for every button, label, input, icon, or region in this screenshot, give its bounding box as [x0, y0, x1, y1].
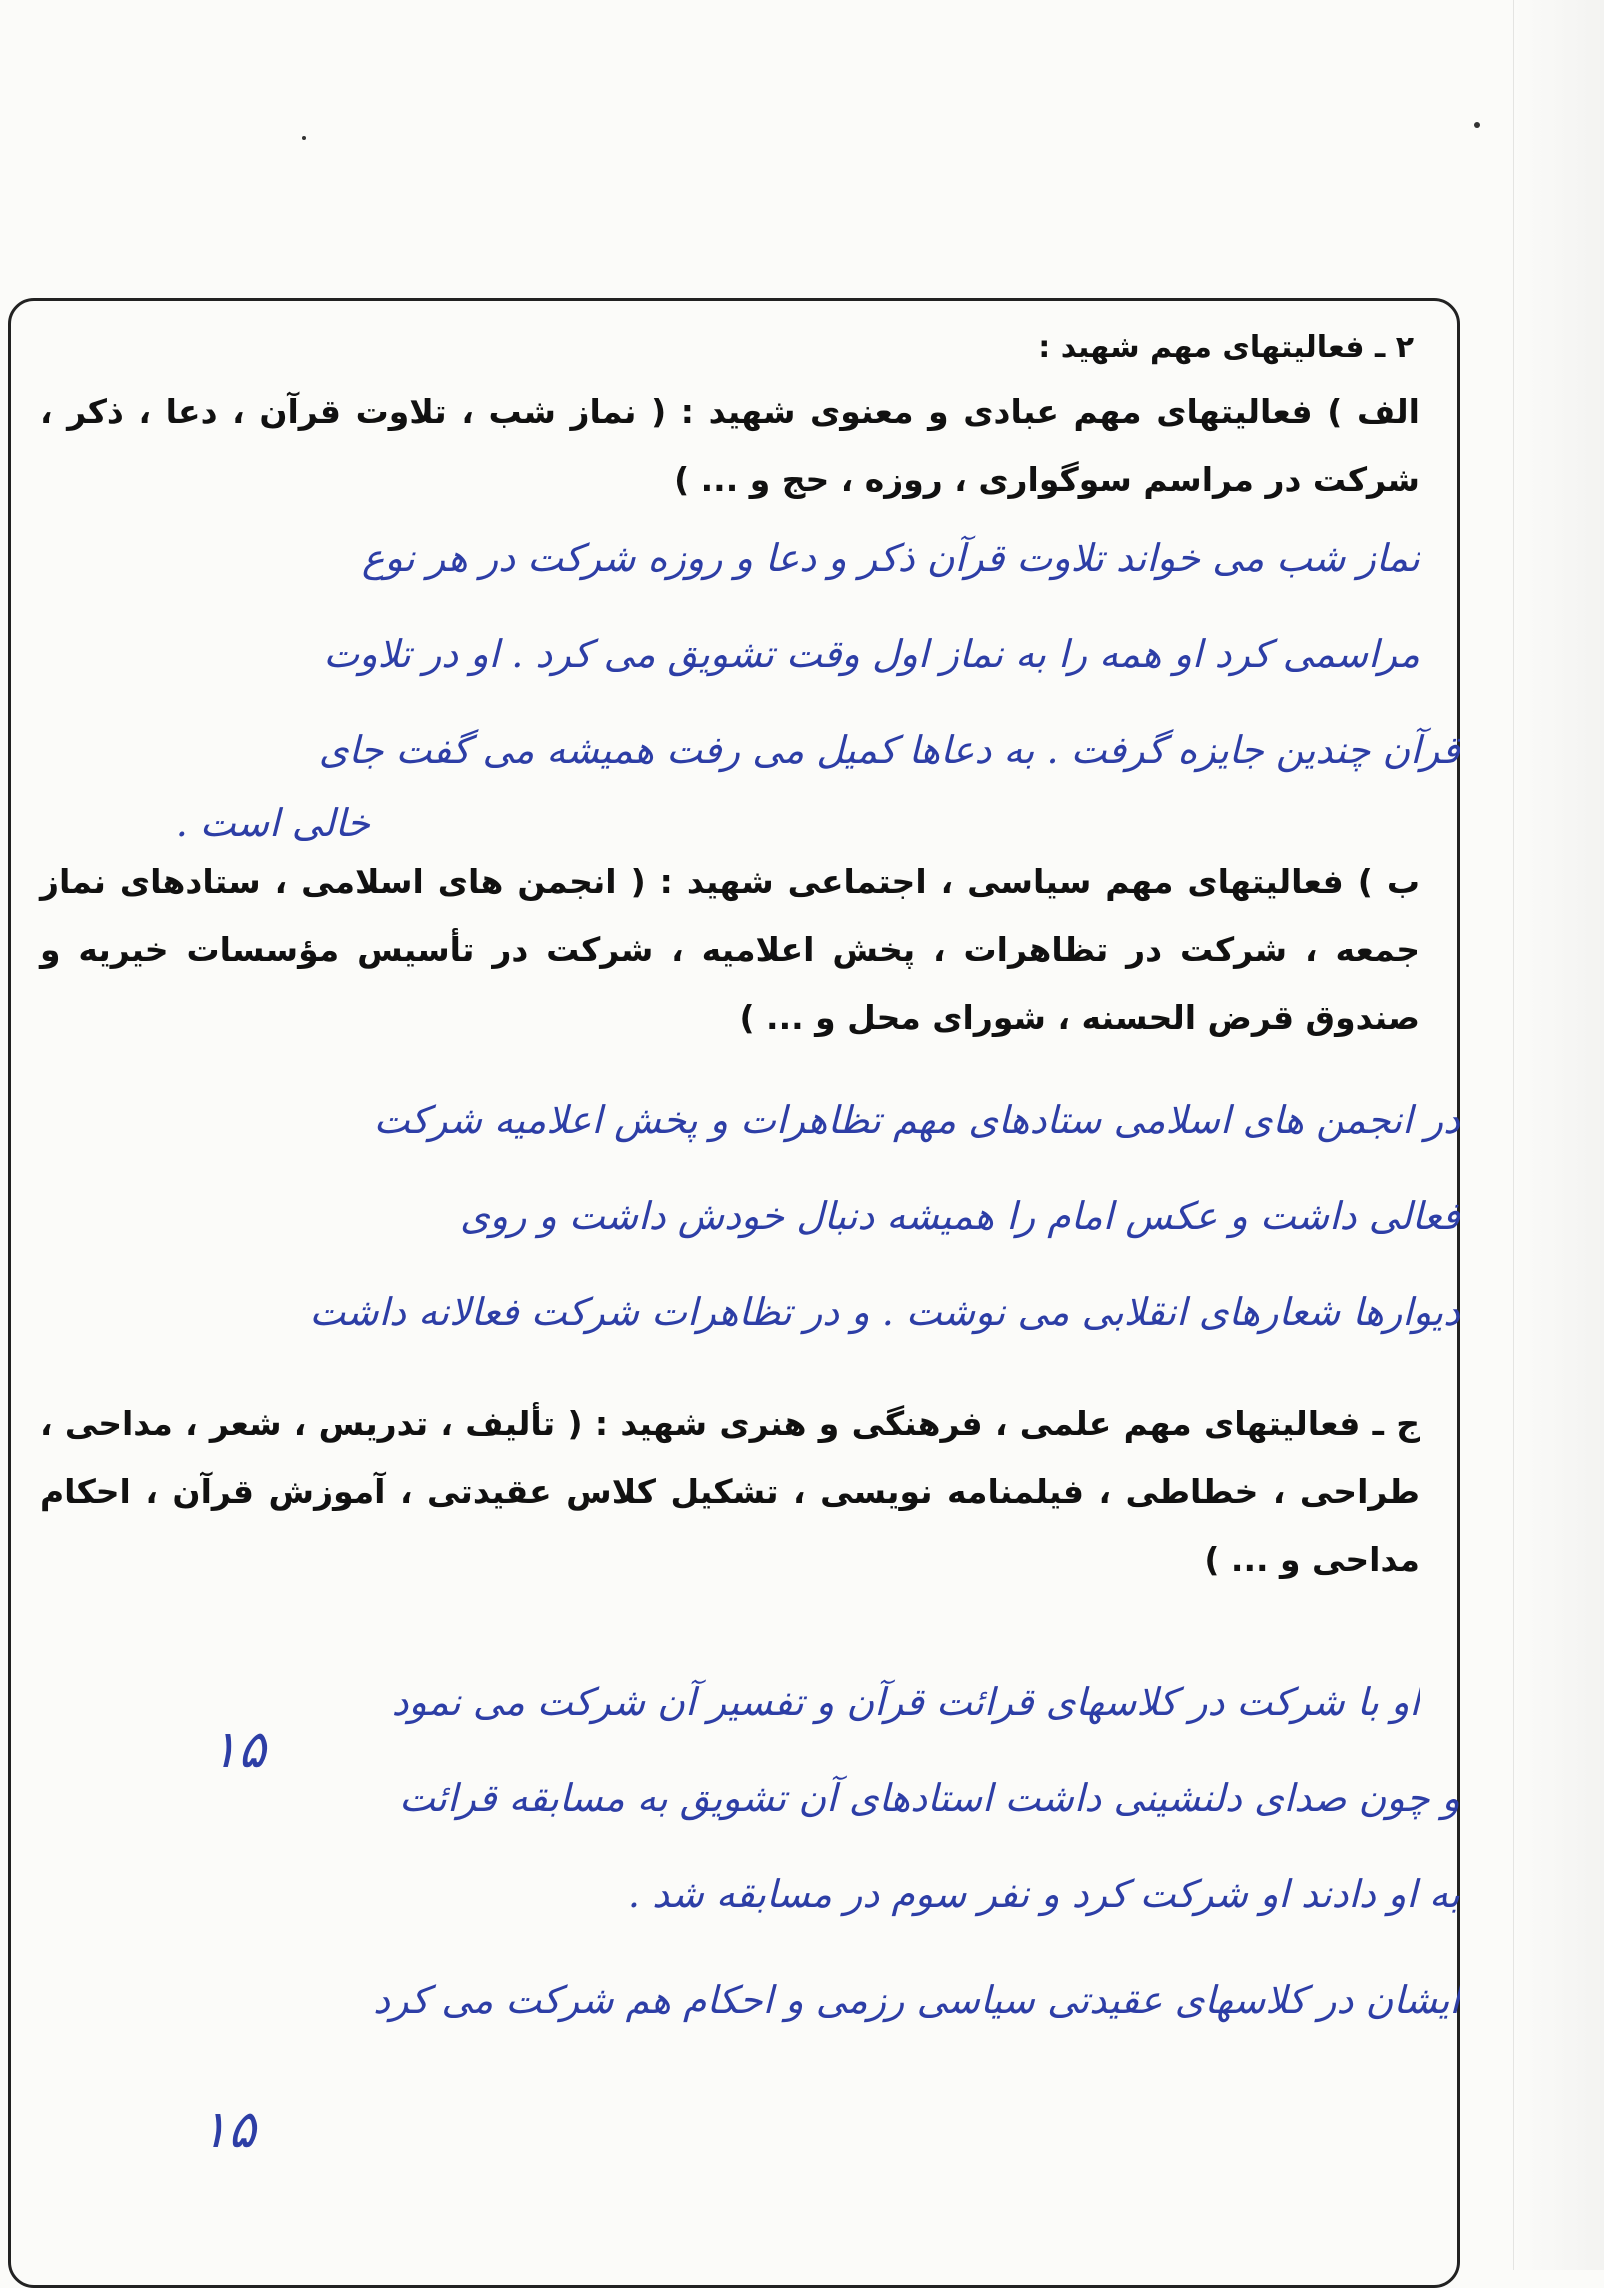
part-a-answer-line: قرآن چندین جایزه گرفت . به دعاها کمیل می رفت همیشه می گفت جای — [318, 728, 1460, 772]
scan-speck — [1474, 122, 1480, 128]
part-c-answer-line: او با شرکت در کلاسهای قرائت قرآن و تفسیر آن شرکت می نمود — [391, 1680, 1420, 1724]
part-a-question: الف ) فعالیتهای مهم عبادی و معنوی شهید : ( نماز شب ، تلاوت قرآن ، دعا ، ذکر ، شرکت در مراسم سوگواری ، روزه ، حج و ... ) — [40, 392, 1420, 499]
part-c-question: ج ـ فعالیتهای مهم علمی ، فرهنگی و هنری شهید : ( تألیف ، تدریس ، شعر ، مداحی ، طراحی ، خطاطی ، فیلمنامه نویسی ، تشکیل کلاس عقیدتی ، آموزش قرآن ، احکام مداحی و ... ) — [40, 1404, 1420, 1579]
part-c-answer-line: ایشان در کلاسهای عقیدتی سیاسی رزمی و احکام هم شرکت می کرد — [373, 1978, 1460, 2022]
form-content — [40, 318, 1460, 2048]
part-b-answer-line: در انجمن های اسلامی ستادهای مهم تظاهرات و پخش اعلامیه شرکت — [373, 1098, 1460, 1142]
margin-score: ۱۵ — [200, 2100, 256, 2160]
scan-speck — [302, 136, 306, 140]
part-c-answer-line: به او دادند او شرکت کرد و نفر سوم در مسابقه شد . — [627, 1872, 1460, 1916]
page-edge — [1513, 0, 1604, 2270]
margin-score: ۱۵ — [210, 1720, 266, 1780]
section-heading: ۲ ـ فعالیتهای مهم شهید : — [1038, 330, 1414, 365]
part-c-answer-line: و چون صدای دلنشینی داشت استادهای آن تشویق به مسابقه قرائت — [399, 1776, 1460, 1820]
part-b-answer-line: فعالی داشت و عکس امام را همیشه دنبال خودش داشت و روی — [460, 1194, 1460, 1238]
part-a-answer-line: نماز شب می خواند تلاوت قرآن ذکر و دعا و روزه شرکت در هر نوع — [361, 536, 1420, 580]
part-a-answer-line: خالی است . — [175, 801, 370, 845]
part-a-answer-line: مراسمی کرد او همه را به نماز اول وقت تشویق می کرد . او در تلاوت — [323, 632, 1420, 676]
part-b-question: ب ) فعالیتهای مهم سیاسی ، اجتماعی شهید : ( انجمن های اسلامی ، ستادهای نماز جمعه ، شرکت در تظاهرات ، پخش اعلامیه ، شرکت در تأسیس مؤسسات خیریه و صندوق قرض الحسنه ، شورای محل و ... ) — [40, 862, 1420, 1037]
part-b-answer-line: دیوارها شعارهای انقلابی می نوشت . و در تظاهرات شرکت فعالانه داشت — [309, 1290, 1460, 1334]
